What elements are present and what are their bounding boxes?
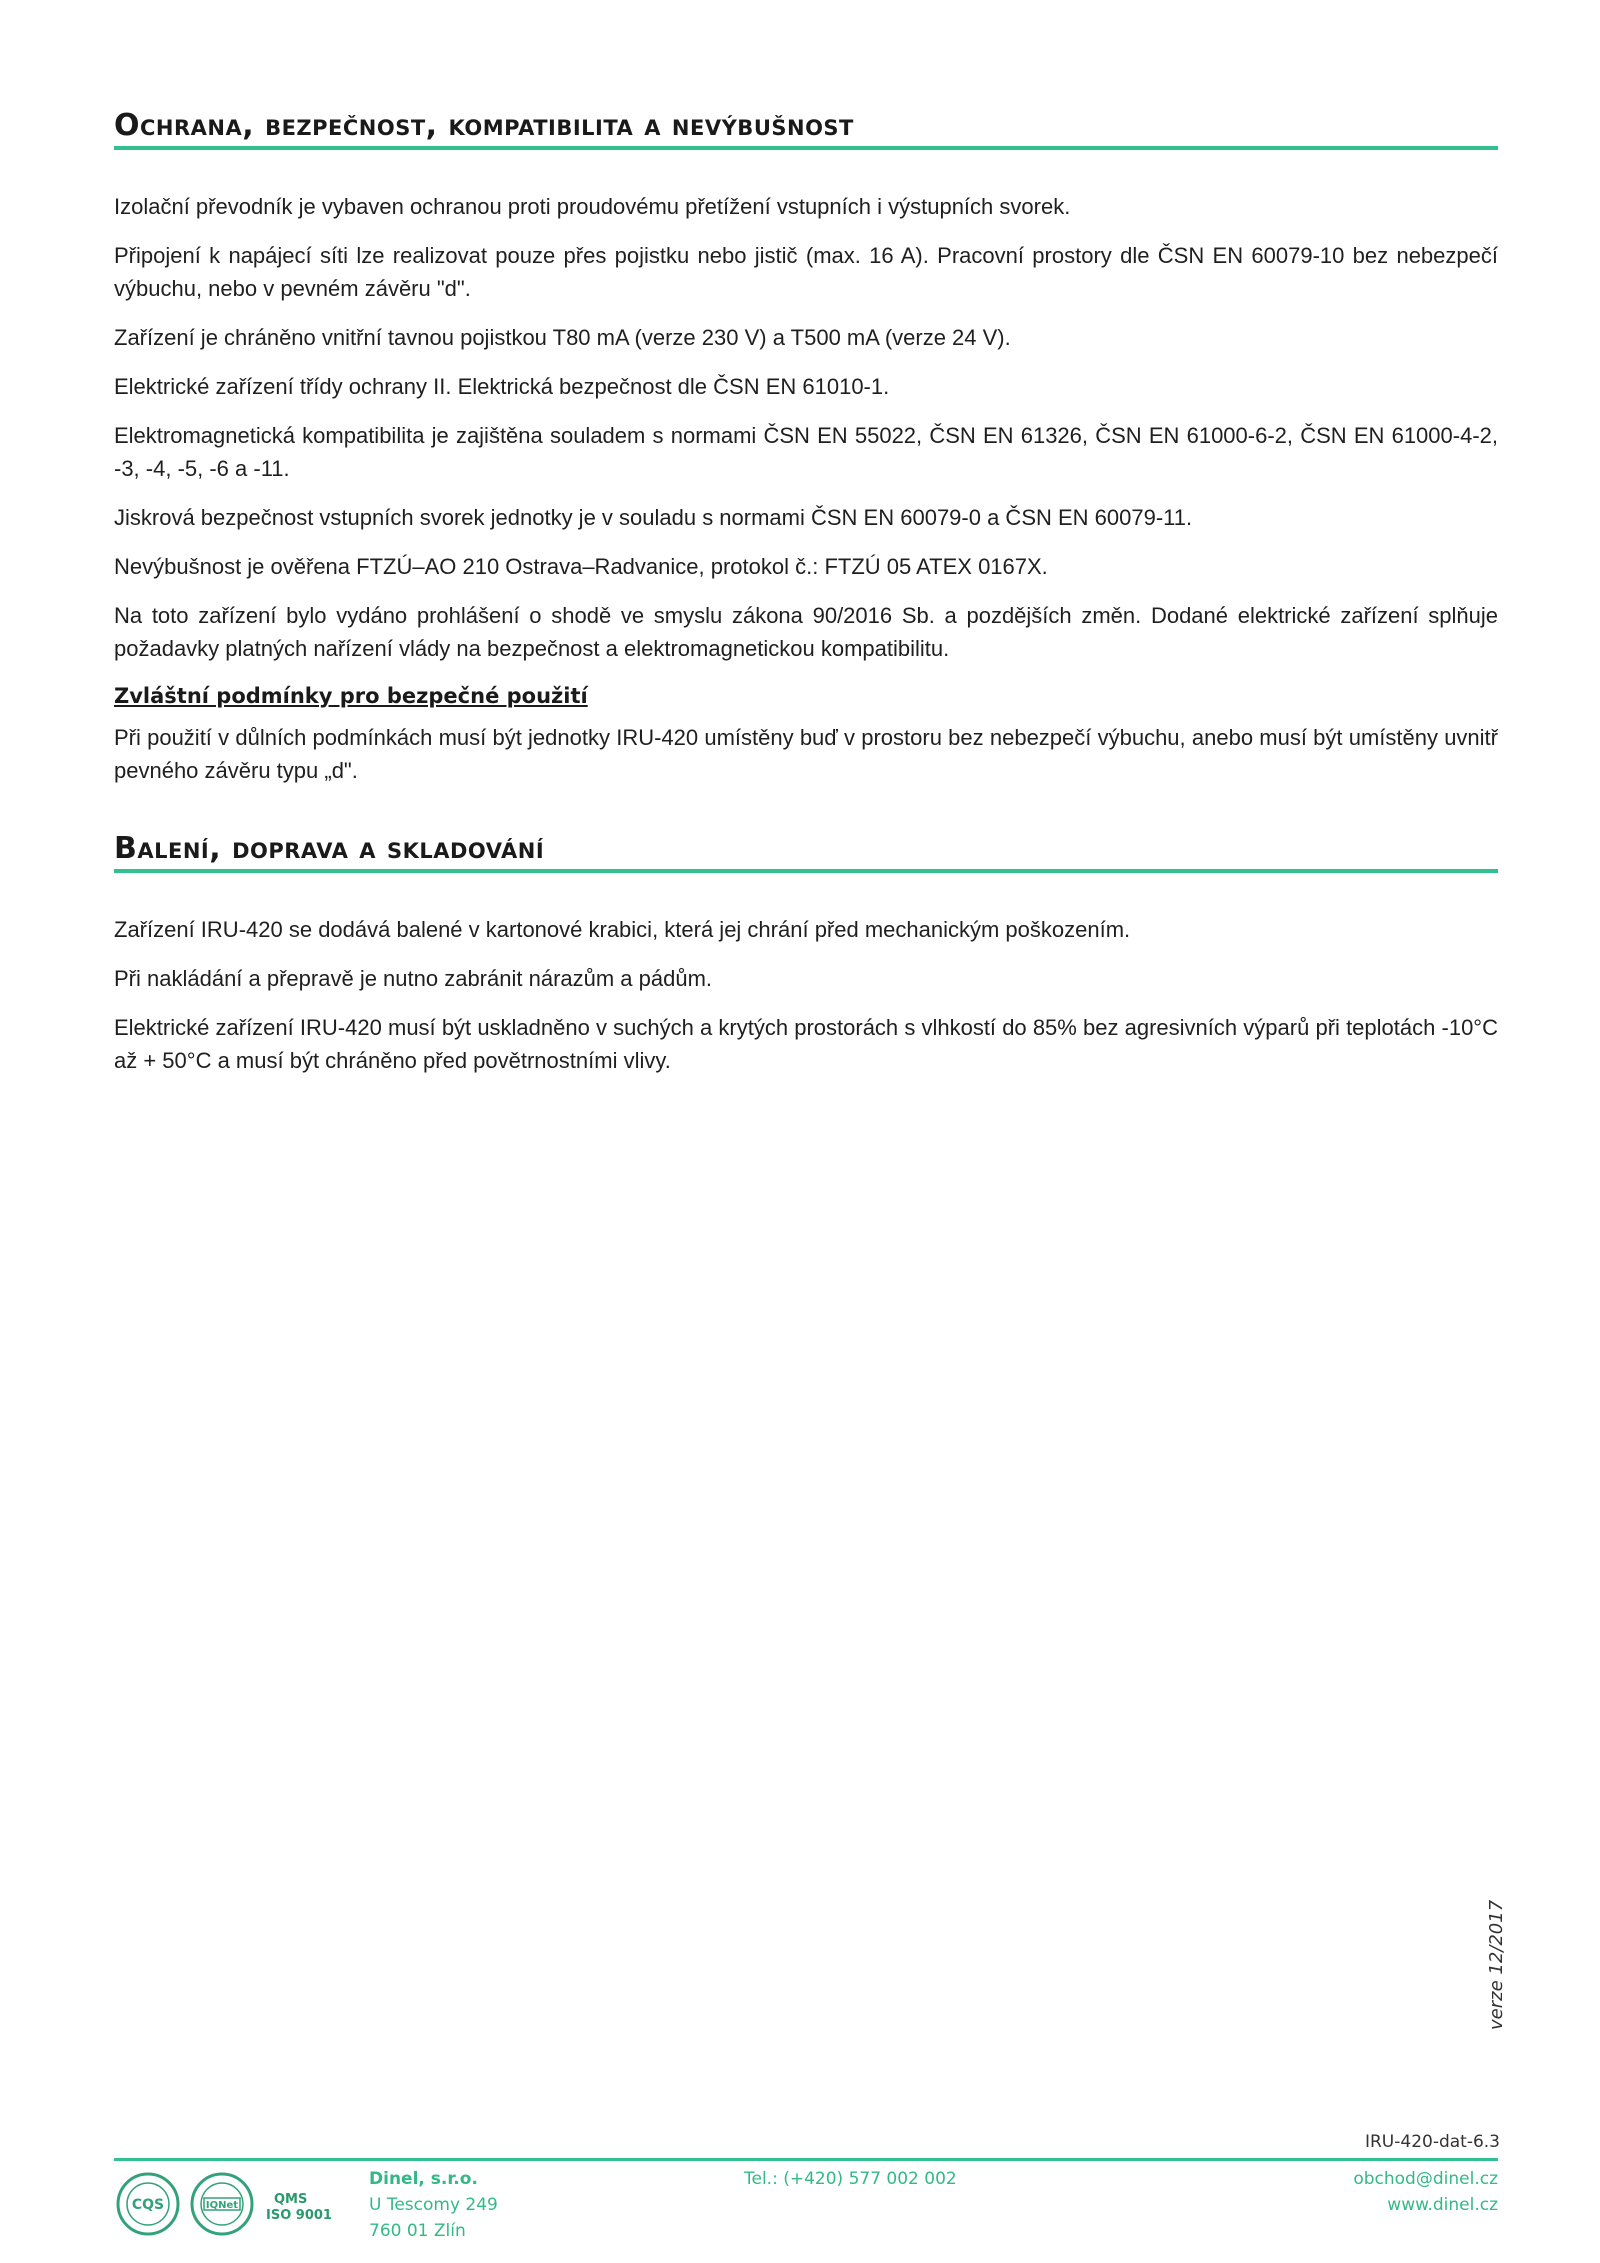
footer-divider bbox=[114, 2158, 1498, 2161]
iso-label: ISO 9001 bbox=[266, 2208, 332, 2223]
paragraph: Připojení k napájecí síti lze realizovat pouze přes pojistku nebo jistič (max. 16 A). Pracovní prostory dle ČSN EN 60079-10 bez nebezpečí výbuchu, nebo v pevném závěru "d". bbox=[114, 243, 1498, 301]
paragraph: Zařízení IRU-420 se dodává balené v kartonové krabici, která jej chrání před mechanickým poškozením. bbox=[114, 917, 1131, 942]
section-protection-text bbox=[114, 190, 1498, 787]
subheading-special-conditions: Zvláštní podmínky pro bezpečné použití bbox=[114, 684, 588, 708]
cqs-logo-text: CQS bbox=[131, 2197, 165, 2213]
paragraph: Zařízení je chráněno vnitřní tavnou pojistkou T80 mA (verze 230 V) a T500 mA (verze 24 V). bbox=[114, 325, 1011, 350]
phone-number: Tel.: (+420) 577 002 002 bbox=[744, 2169, 957, 2189]
iqnet-certification-logo bbox=[190, 2172, 254, 2236]
paragraph: Při použití v důlních podmínkách musí být jednotky IRU-420 umístěny buď v prostoru bez nebezpečí výbuchu, anebo musí být umístěny uvnitř pevného závěru typu „d". bbox=[114, 725, 1498, 783]
iqnet-logo-text: IQNet bbox=[205, 2200, 239, 2211]
section-heading-packaging: Balení, doprava a skladování bbox=[114, 831, 1498, 873]
paragraph: Jiskrová bezpečnost vstupních svorek jednotky je v souladu s normami ČSN EN 60079-0 a ČSN EN 60079-11. bbox=[114, 505, 1193, 530]
company-name: Dinel, s.r.o. bbox=[369, 2169, 478, 2189]
document-body bbox=[114, 108, 1498, 1093]
document-code: IRU-420-dat-6.3 bbox=[1364, 2132, 1500, 2152]
version-label: verze 12/2017 bbox=[1486, 1899, 1507, 2030]
section-heading-protection: Ochrana, bezpečnost, kompatibilita a nevýbušnost bbox=[114, 108, 1498, 150]
company-address bbox=[369, 2166, 498, 2244]
address-city: 760 01 Zlín bbox=[369, 2221, 466, 2241]
website-link[interactable]: www.dinel.cz bbox=[1387, 2195, 1498, 2215]
paragraph: Při nakládání a přepravě je nutno zabránit nárazům a pádům. bbox=[114, 966, 713, 991]
paragraph: Na toto zařízení bylo vydáno prohlášení o shodě ve smyslu zákona 90/2016 Sb. a pozdějších změn. Dodané elektrické zařízení splňuje požadavky platných nařízení vlády na bezpečnost a elektromagnetickou kompatibilitu. bbox=[114, 603, 1498, 661]
email-link[interactable]: obchod@dinel.cz bbox=[1353, 2169, 1498, 2189]
paragraph: Elektromagnetická kompatibilita je zajištěna souladem s normami ČSN EN 55022, ČSN EN 61326, ČSN EN 61000-6-2, ČSN EN 61000-4-2, -3, -4, -5, -6 a -11. bbox=[114, 423, 1498, 481]
section-packaging-text bbox=[114, 913, 1498, 1077]
paragraph: Elektrické zařízení třídy ochrany II. Elektrická bezpečnost dle ČSN EN 61010-1. bbox=[114, 374, 890, 399]
page-footer bbox=[114, 2166, 1498, 2246]
paragraph: Izolační převodník je vybaven ochranou proti proudovému přetížení vstupních i výstupních svorek. bbox=[114, 194, 1071, 219]
paragraph: Nevýbušnost je ověřena FTZÚ–AO 210 Ostrava–Radvanice, protokol č.: FTZÚ 05 ATEX 0167X. bbox=[114, 554, 1048, 579]
address-street: U Tescomy 249 bbox=[369, 2195, 498, 2215]
qms-badge bbox=[266, 2192, 332, 2224]
qms-label: QMS bbox=[274, 2192, 308, 2207]
cqs-certification-logo bbox=[116, 2172, 180, 2236]
contact-links bbox=[1353, 2166, 1498, 2218]
paragraph: Elektrické zařízení IRU-420 musí být uskladněno v suchých a krytých prostorách s vlhkostí do 85% bez agresivních výparů při teplotách -10°C až + 50°C a musí být chráněno před povětrnostními vlivy. bbox=[114, 1015, 1498, 1073]
